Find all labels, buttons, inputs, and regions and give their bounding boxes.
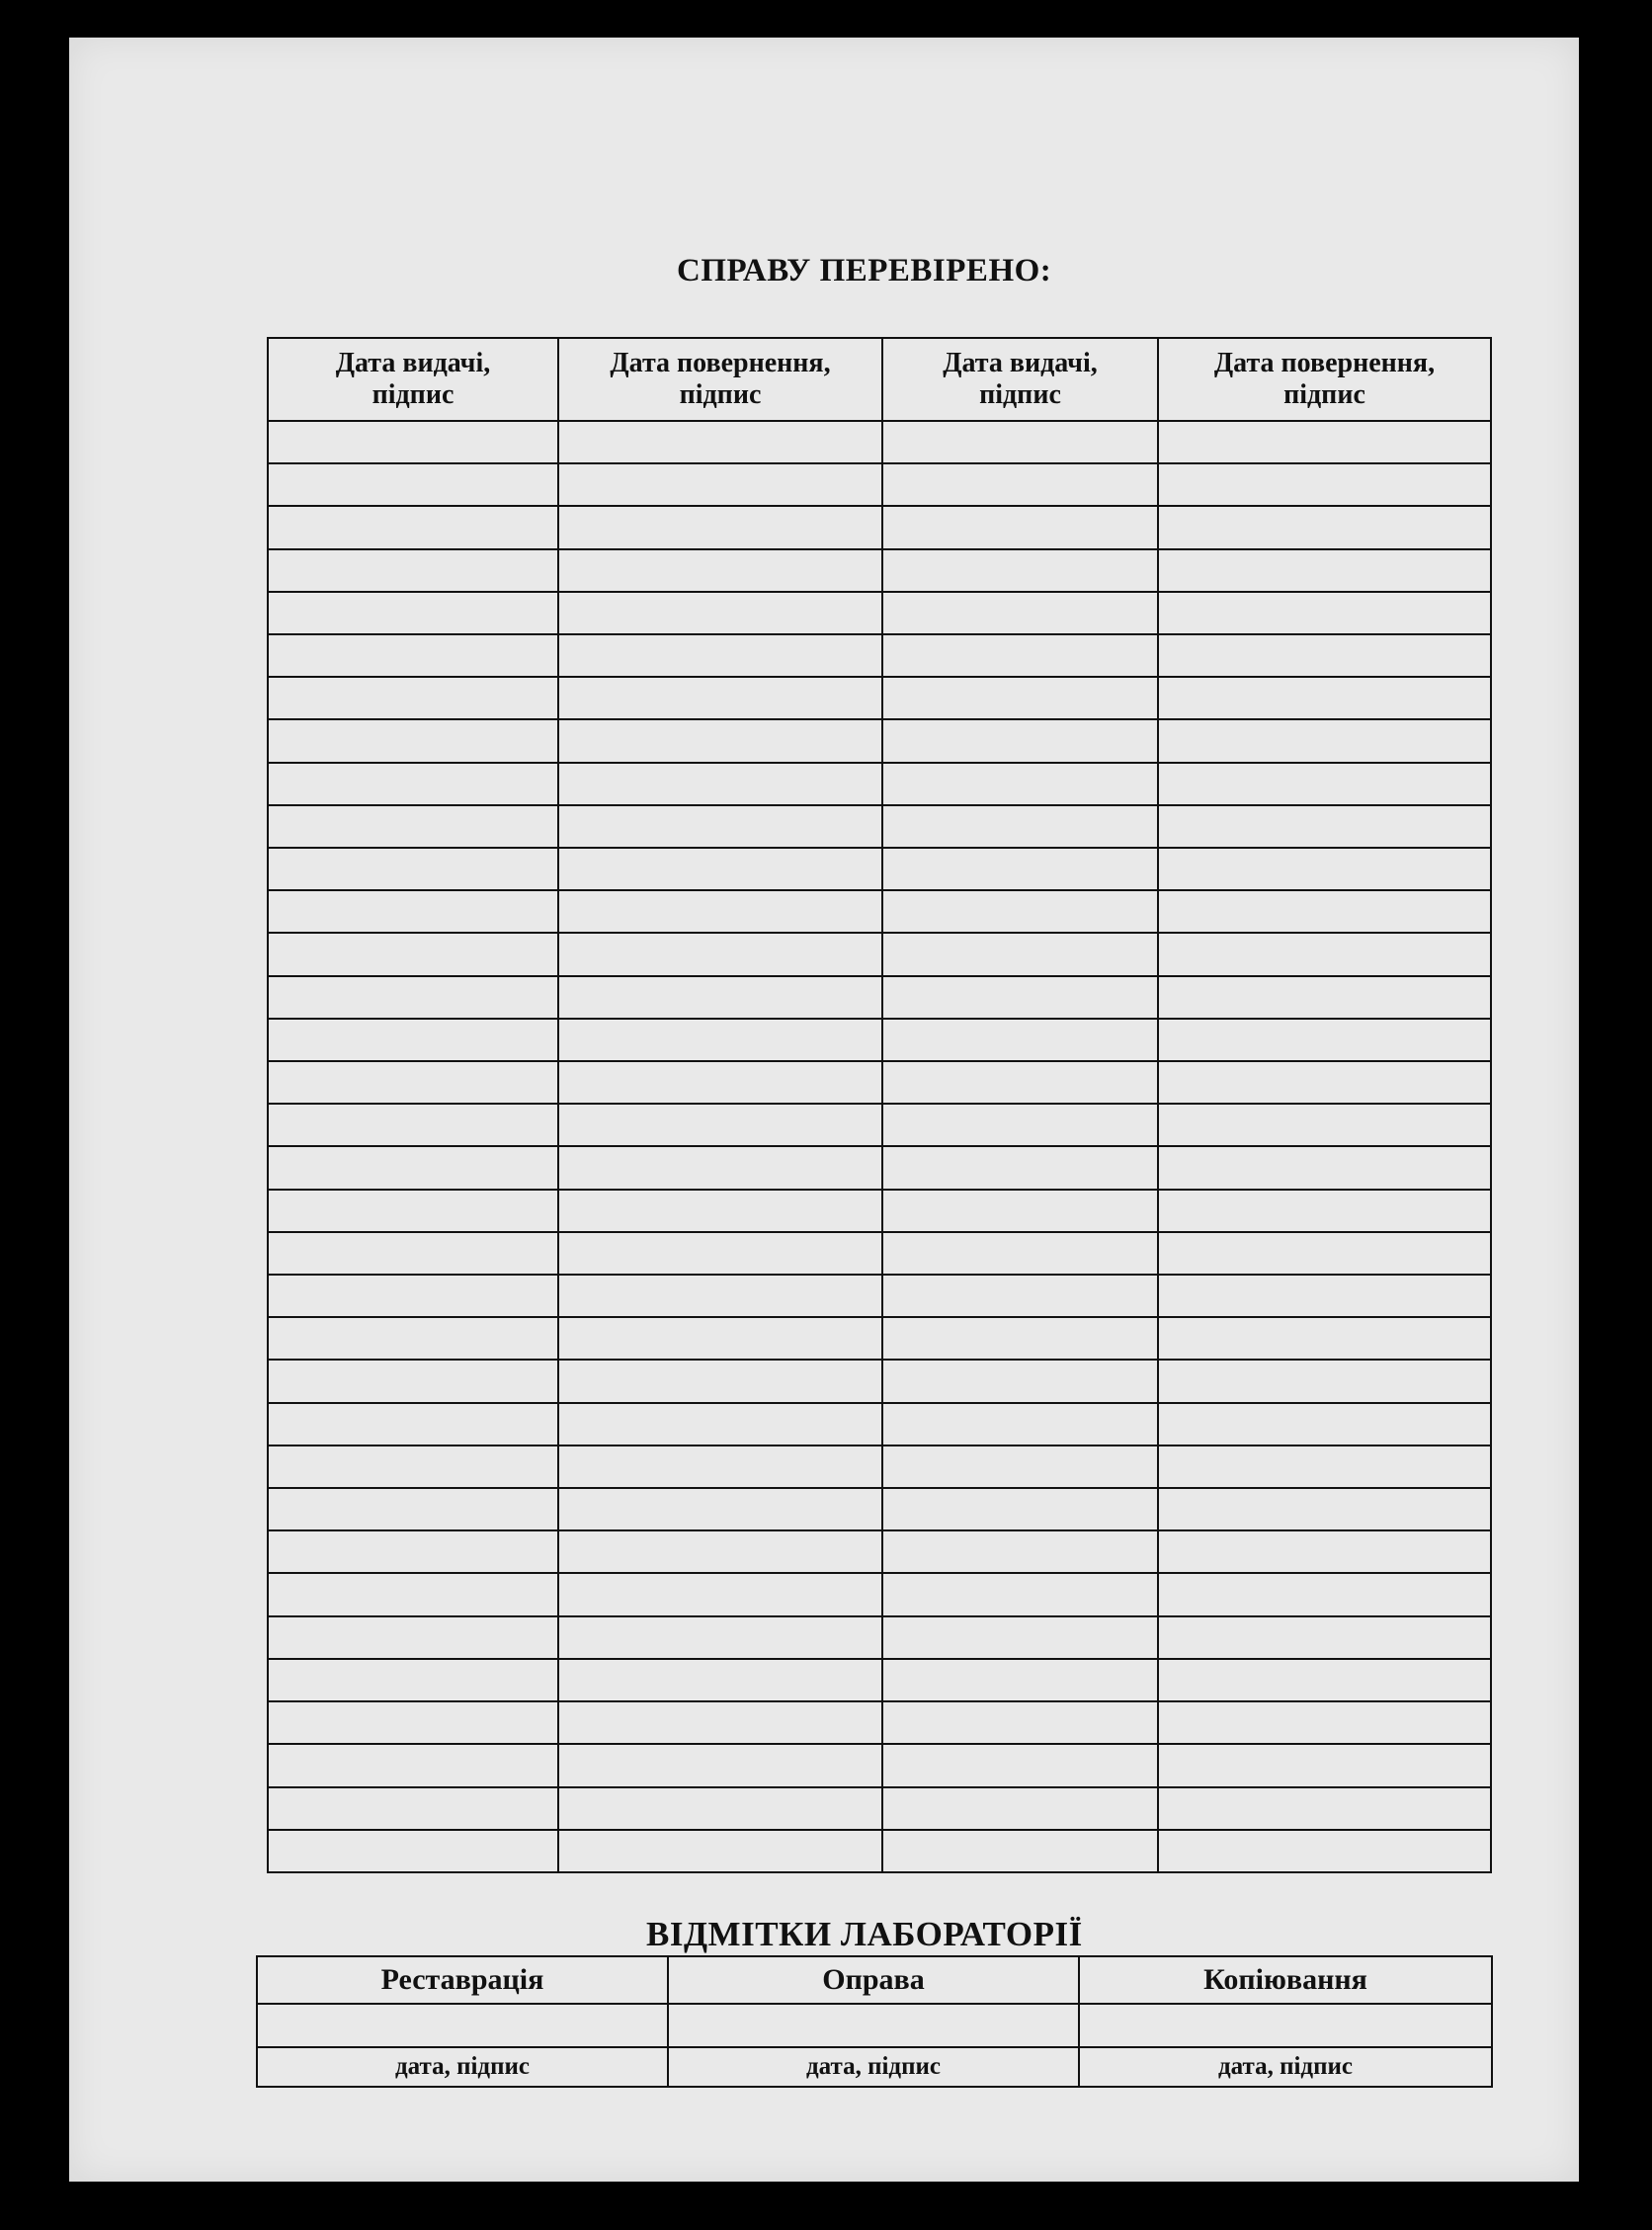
table-cell: [1158, 1573, 1491, 1615]
table-cell: [558, 1232, 882, 1275]
table-cell: [882, 1445, 1158, 1488]
table-cell: [1158, 1317, 1491, 1360]
table-cell: [268, 1146, 558, 1189]
table-cell: [558, 1530, 882, 1573]
table-cell: [268, 1275, 558, 1317]
table-cell: [558, 763, 882, 805]
column-header-line: підпис: [979, 379, 1061, 410]
table-cell: [268, 890, 558, 933]
table-cell: [268, 805, 558, 848]
lab-caption-restoration: дата, підпис: [257, 2047, 668, 2087]
table-cell: [558, 1701, 882, 1744]
table-cell: [882, 677, 1158, 719]
table-cell: [268, 1616, 558, 1659]
table-cell: [558, 592, 882, 634]
table-cell: [268, 463, 558, 506]
table-cell: [1158, 1488, 1491, 1530]
table-cell: [268, 1830, 558, 1872]
table-cell: [1158, 1701, 1491, 1744]
table-cell: [882, 1360, 1158, 1402]
table-row: [268, 933, 1491, 975]
table-row: [268, 848, 1491, 890]
table-cell: [882, 421, 1158, 463]
table-cell: [268, 1317, 558, 1360]
table-cell: [882, 1061, 1158, 1104]
table-cell: [268, 592, 558, 634]
table-cell: [1158, 1830, 1491, 1872]
table-row: [268, 1019, 1491, 1061]
table-row: [268, 1530, 1491, 1573]
table-cell: [1158, 1146, 1491, 1189]
table-cell: [268, 421, 558, 463]
checkout-header-row: [268, 338, 1491, 421]
table-cell: [1158, 1275, 1491, 1317]
column-header-issue-date-2: [882, 338, 1158, 421]
lab-caption-copying: дата, підпис: [1079, 2047, 1492, 2087]
table-cell: [1158, 976, 1491, 1019]
table-cell: [558, 1061, 882, 1104]
table-cell: [558, 1659, 882, 1701]
table-cell: [268, 1360, 558, 1402]
table-cell: [268, 1744, 558, 1786]
table-cell: [268, 933, 558, 975]
table-row: [268, 976, 1491, 1019]
table-cell: [558, 1830, 882, 1872]
table-cell: [268, 763, 558, 805]
table-cell: [882, 1488, 1158, 1530]
lab-cell-copying: [1079, 2004, 1492, 2047]
table-cell: [268, 848, 558, 890]
lab-marks-table: [256, 1955, 1493, 2088]
table-row: [268, 592, 1491, 634]
table-cell: [882, 549, 1158, 592]
table-cell: [1158, 1744, 1491, 1786]
table-row: [268, 677, 1491, 719]
column-header-line: підпис: [372, 379, 454, 410]
table-row: [268, 1061, 1491, 1104]
table-cell: [268, 1530, 558, 1573]
column-header-line: Дата видачі,: [335, 347, 491, 378]
table-cell: [1158, 1232, 1491, 1275]
table-cell: [558, 1104, 882, 1146]
table-cell: [268, 677, 558, 719]
table-cell: [1158, 592, 1491, 634]
table-cell: [1158, 549, 1491, 592]
table-cell: [1158, 1445, 1491, 1488]
table-cell: [558, 1488, 882, 1530]
table-cell: [558, 1019, 882, 1061]
table-cell: [268, 549, 558, 592]
lab-column-copying: Копіювання: [1079, 1956, 1492, 2004]
table-row: [268, 1104, 1491, 1146]
table-row: [268, 1573, 1491, 1615]
table-cell: [1158, 1360, 1491, 1402]
table-row: [268, 805, 1491, 848]
table-cell: [882, 1659, 1158, 1701]
table-cell: [268, 976, 558, 1019]
table-cell: [268, 1445, 558, 1488]
lab-cell-binding: [668, 2004, 1079, 2047]
table-cell: [268, 1701, 558, 1744]
table-cell: [268, 1190, 558, 1232]
table-row: [268, 1317, 1491, 1360]
table-cell: [268, 1019, 558, 1061]
table-cell: [268, 719, 558, 762]
table-row: [268, 1659, 1491, 1701]
table-cell: [558, 1616, 882, 1659]
table-cell: [558, 848, 882, 890]
table-cell: [882, 1403, 1158, 1445]
table-cell: [1158, 463, 1491, 506]
table-row: [268, 1488, 1491, 1530]
table-cell: [558, 890, 882, 933]
table-row: [268, 1360, 1491, 1402]
table-cell: [882, 592, 1158, 634]
table-row: [268, 634, 1491, 677]
table-cell: [558, 1190, 882, 1232]
column-header-line: підпис: [1283, 379, 1365, 410]
table-cell: [558, 976, 882, 1019]
table-cell: [882, 1787, 1158, 1830]
table-cell: [268, 1787, 558, 1830]
table-row: [268, 1744, 1491, 1786]
table-cell: [882, 719, 1158, 762]
table-cell: [882, 1744, 1158, 1786]
table-cell: [268, 634, 558, 677]
table-cell: [882, 1190, 1158, 1232]
table-row: [268, 890, 1491, 933]
table-cell: [882, 976, 1158, 1019]
table-cell: [558, 506, 882, 548]
column-header-line: Дата повернення,: [610, 347, 831, 378]
column-header-return-date-2: [1158, 338, 1491, 421]
table-cell: [558, 1317, 882, 1360]
table-row: [268, 506, 1491, 548]
table-cell: [1158, 719, 1491, 762]
table-row: [268, 1701, 1491, 1744]
table-cell: [882, 805, 1158, 848]
table-cell: [882, 506, 1158, 548]
table-cell: [558, 1744, 882, 1786]
table-cell: [882, 848, 1158, 890]
lab-header-row: [257, 1956, 1492, 2004]
table-cell: [268, 1403, 558, 1445]
table-row: [268, 1403, 1491, 1445]
table-row: [268, 421, 1491, 463]
table-cell: [1158, 933, 1491, 975]
table-cell: [1158, 1403, 1491, 1445]
table-cell: [1158, 1190, 1491, 1232]
table-cell: [558, 1146, 882, 1189]
table-row: [268, 1275, 1491, 1317]
table-cell: [1158, 763, 1491, 805]
table-cell: [882, 1232, 1158, 1275]
table-row: [268, 1190, 1491, 1232]
table-cell: [1158, 1530, 1491, 1573]
table-cell: [1158, 1616, 1491, 1659]
column-header-issue-date-1: [268, 338, 558, 421]
table-cell: [1158, 677, 1491, 719]
table-row: [268, 719, 1491, 762]
table-cell: [558, 933, 882, 975]
table-cell: [882, 1019, 1158, 1061]
lab-cell-restoration: [257, 2004, 668, 2047]
table-cell: [882, 1146, 1158, 1189]
table-cell: [882, 1701, 1158, 1744]
table-cell: [1158, 848, 1491, 890]
table-cell: [558, 549, 882, 592]
table-cell: [558, 463, 882, 506]
document-sheet: [69, 38, 1579, 2182]
table-cell: [268, 1573, 558, 1615]
table-cell: [558, 1787, 882, 1830]
checkout-table-body: [268, 421, 1491, 1872]
table-row: [268, 549, 1491, 592]
table-cell: [882, 634, 1158, 677]
table-cell: [268, 1659, 558, 1701]
page-title: СПРАВУ ПЕРЕВІРЕНО:: [677, 253, 1052, 289]
table-cell: [268, 1488, 558, 1530]
lab-caption-row: [257, 2047, 1492, 2087]
lab-column-restoration: Реставрація: [257, 1956, 668, 2004]
table-row: [268, 1787, 1491, 1830]
table-cell: [882, 933, 1158, 975]
table-cell: [1158, 805, 1491, 848]
table-cell: [882, 1104, 1158, 1146]
table-cell: [882, 463, 1158, 506]
lab-blank-row: [257, 2004, 1492, 2047]
table-row: [268, 1616, 1491, 1659]
column-header-return-date-1: [558, 338, 882, 421]
table-cell: [268, 1104, 558, 1146]
table-cell: [1158, 1061, 1491, 1104]
table-cell: [558, 1360, 882, 1402]
table-cell: [558, 719, 882, 762]
column-header-line: Дата видачі,: [943, 347, 1098, 378]
checkout-table: [267, 337, 1492, 1873]
table-cell: [1158, 1787, 1491, 1830]
table-cell: [1158, 890, 1491, 933]
lab-column-binding: Оправа: [668, 1956, 1079, 2004]
table-cell: [882, 1616, 1158, 1659]
table-row: [268, 1830, 1491, 1872]
table-cell: [1158, 506, 1491, 548]
table-cell: [268, 506, 558, 548]
lab-section-title: ВІДМІТКИ ЛАБОРАТОРІЇ: [646, 1915, 1083, 1953]
table-cell: [558, 421, 882, 463]
table-cell: [1158, 1019, 1491, 1061]
table-row: [268, 1232, 1491, 1275]
table-cell: [882, 1317, 1158, 1360]
table-cell: [558, 1403, 882, 1445]
table-cell: [558, 1445, 882, 1488]
table-cell: [882, 890, 1158, 933]
table-cell: [1158, 421, 1491, 463]
table-cell: [558, 805, 882, 848]
column-header-line: підпис: [679, 379, 762, 410]
table-row: [268, 1146, 1491, 1189]
lab-caption-binding: дата, підпис: [668, 2047, 1079, 2087]
table-row: [268, 763, 1491, 805]
table-cell: [882, 1530, 1158, 1573]
table-cell: [1158, 634, 1491, 677]
table-row: [268, 463, 1491, 506]
table-cell: [558, 677, 882, 719]
table-cell: [882, 1573, 1158, 1615]
table-cell: [268, 1232, 558, 1275]
table-cell: [882, 1275, 1158, 1317]
table-row: [268, 1445, 1491, 1488]
table-cell: [268, 1061, 558, 1104]
table-cell: [882, 1830, 1158, 1872]
table-cell: [558, 634, 882, 677]
table-cell: [558, 1275, 882, 1317]
table-cell: [1158, 1104, 1491, 1146]
column-header-line: Дата повернення,: [1213, 347, 1436, 378]
table-cell: [882, 763, 1158, 805]
table-cell: [558, 1573, 882, 1615]
table-cell: [1158, 1659, 1491, 1701]
